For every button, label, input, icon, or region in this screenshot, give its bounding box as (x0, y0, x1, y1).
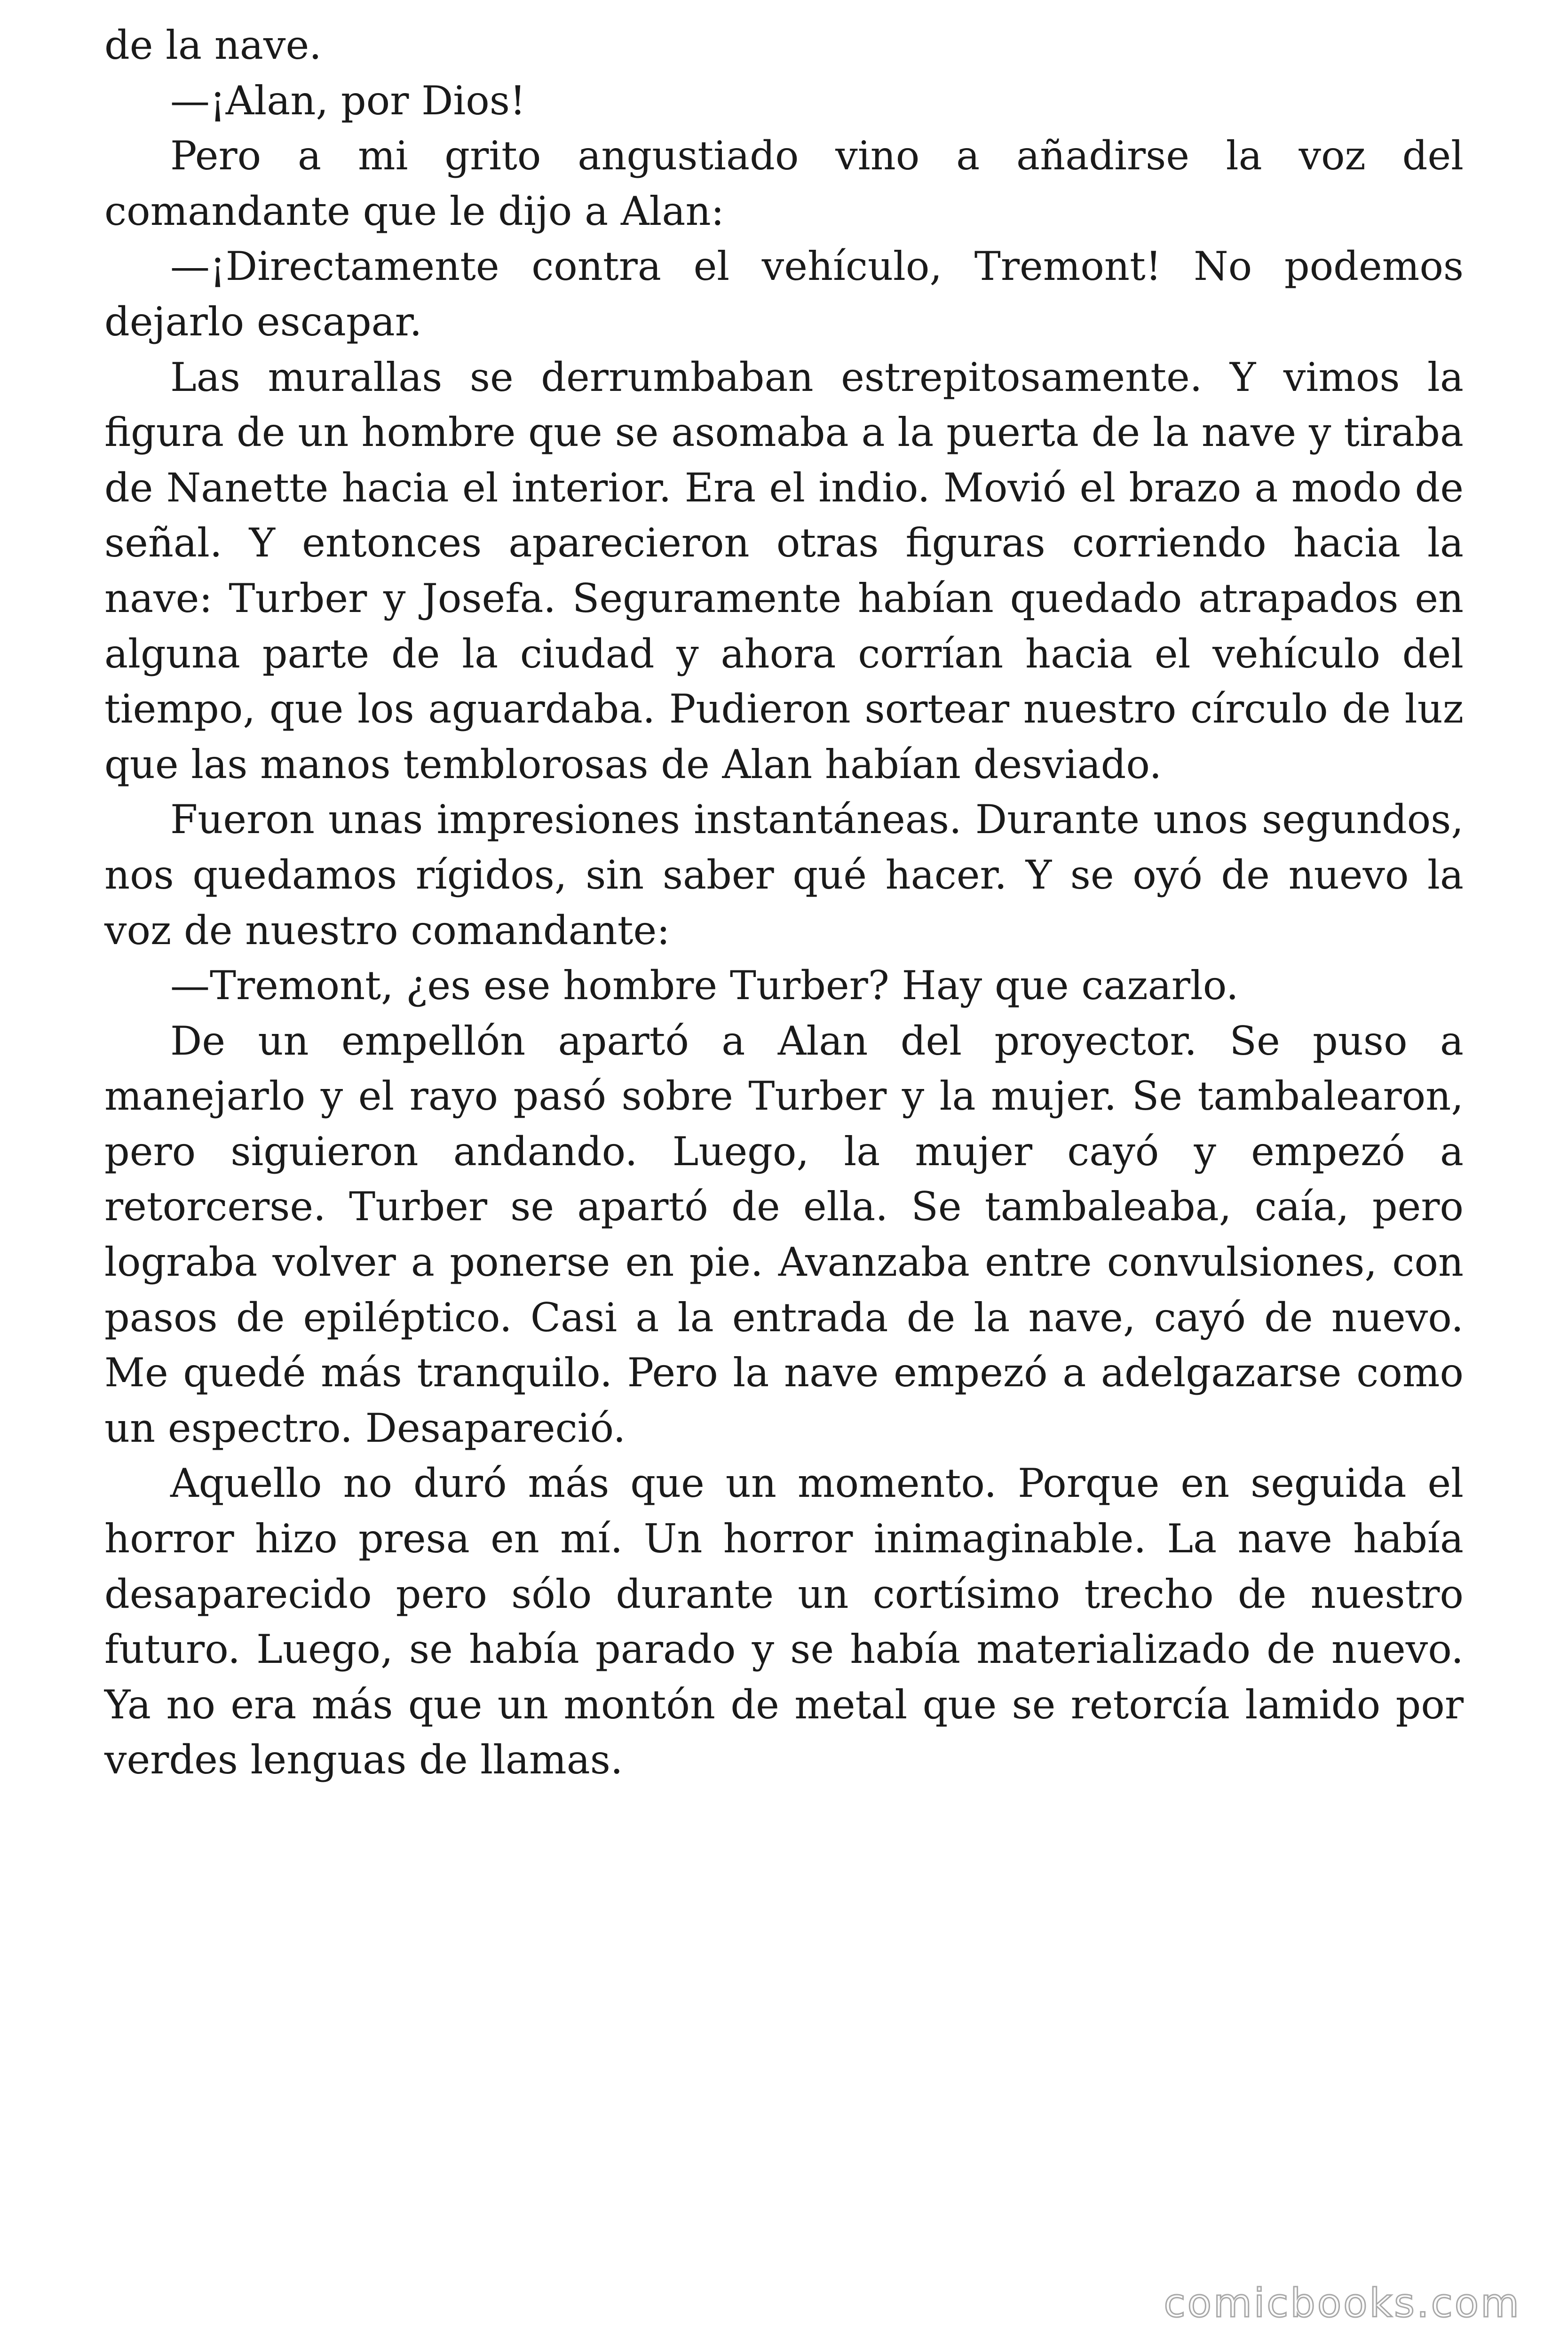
paragraph: Las murallas se derrumbaban estrepitosamente. Y vimos la figura de un hombre que se asomaba a la puerta de la nave y tiraba de Nanette hacia el interior. Era el indio. Movió el brazo a modo de señal. Y entonces aparecieron otras figuras corriendo hacia la nave: Turber y Josefa. Seguramente habían quedado atrapados en alguna parte de la ciudad y ahora corrían hacia el vehículo del tiempo, que los aguardaba. Pudieron sortear nuestro círculo de luz que las manos temblorosas de Alan habían desviado. (104, 354, 1464, 787)
paragraph: Pero a mi grito angustiado vino a añadirse la voz del comandante que le dijo a Alan: (104, 133, 1464, 234)
paragraph: de la nave. (104, 22, 322, 68)
paragraph: Aquello no duró más que un momento. Porque en seguida el horror hizo presa en mí. Un horror inimaginable. La nave había desaparecido pero sólo durante un cortísimo trecho de nuestro futuro. Luego, se había parado y se había materializado de nuevo. Ya no era más que un montón de metal que se retorcía lamido por verdes lenguas de llamas. (104, 1460, 1464, 1783)
paragraph: De un empellón apartó a Alan del proyector. Se puso a manejarlo y el rayo pasó sobre Turber y la mujer. Se tambalearon, pero siguieron andando. Luego, la mujer cayó y empezó a retorcerse. Turber se apartó de ella. Se tambaleaba, caía, pero lograba volver a ponerse en pie. Avanzaba entre convulsiones, con pasos de epiléptico. Casi a la entrada de la nave, cayó de nuevo. Me quedé más tranquilo. Pero la nave empezó a adelgazarse como un espectro. Desapareció. (104, 1017, 1464, 1451)
watermark: comicbooks.com (1164, 2280, 1521, 2326)
paragraph: Fueron unas impresiones instantáneas. Durante unos segundos, nos quedamos rígidos, sin saber qué hacer. Y se oyó de nuevo la voz de nuestro comandante: (104, 796, 1464, 954)
paragraph: —Tremont, ¿es ese hombre Turber? Hay que cazarlo. (170, 962, 1239, 1009)
body-text (104, 18, 1464, 1788)
paragraph: —¡Alan, por Dios! (170, 77, 526, 124)
paragraph: —¡Directamente contra el vehículo, Tremont! No podemos dejarlo escapar. (104, 243, 1464, 345)
